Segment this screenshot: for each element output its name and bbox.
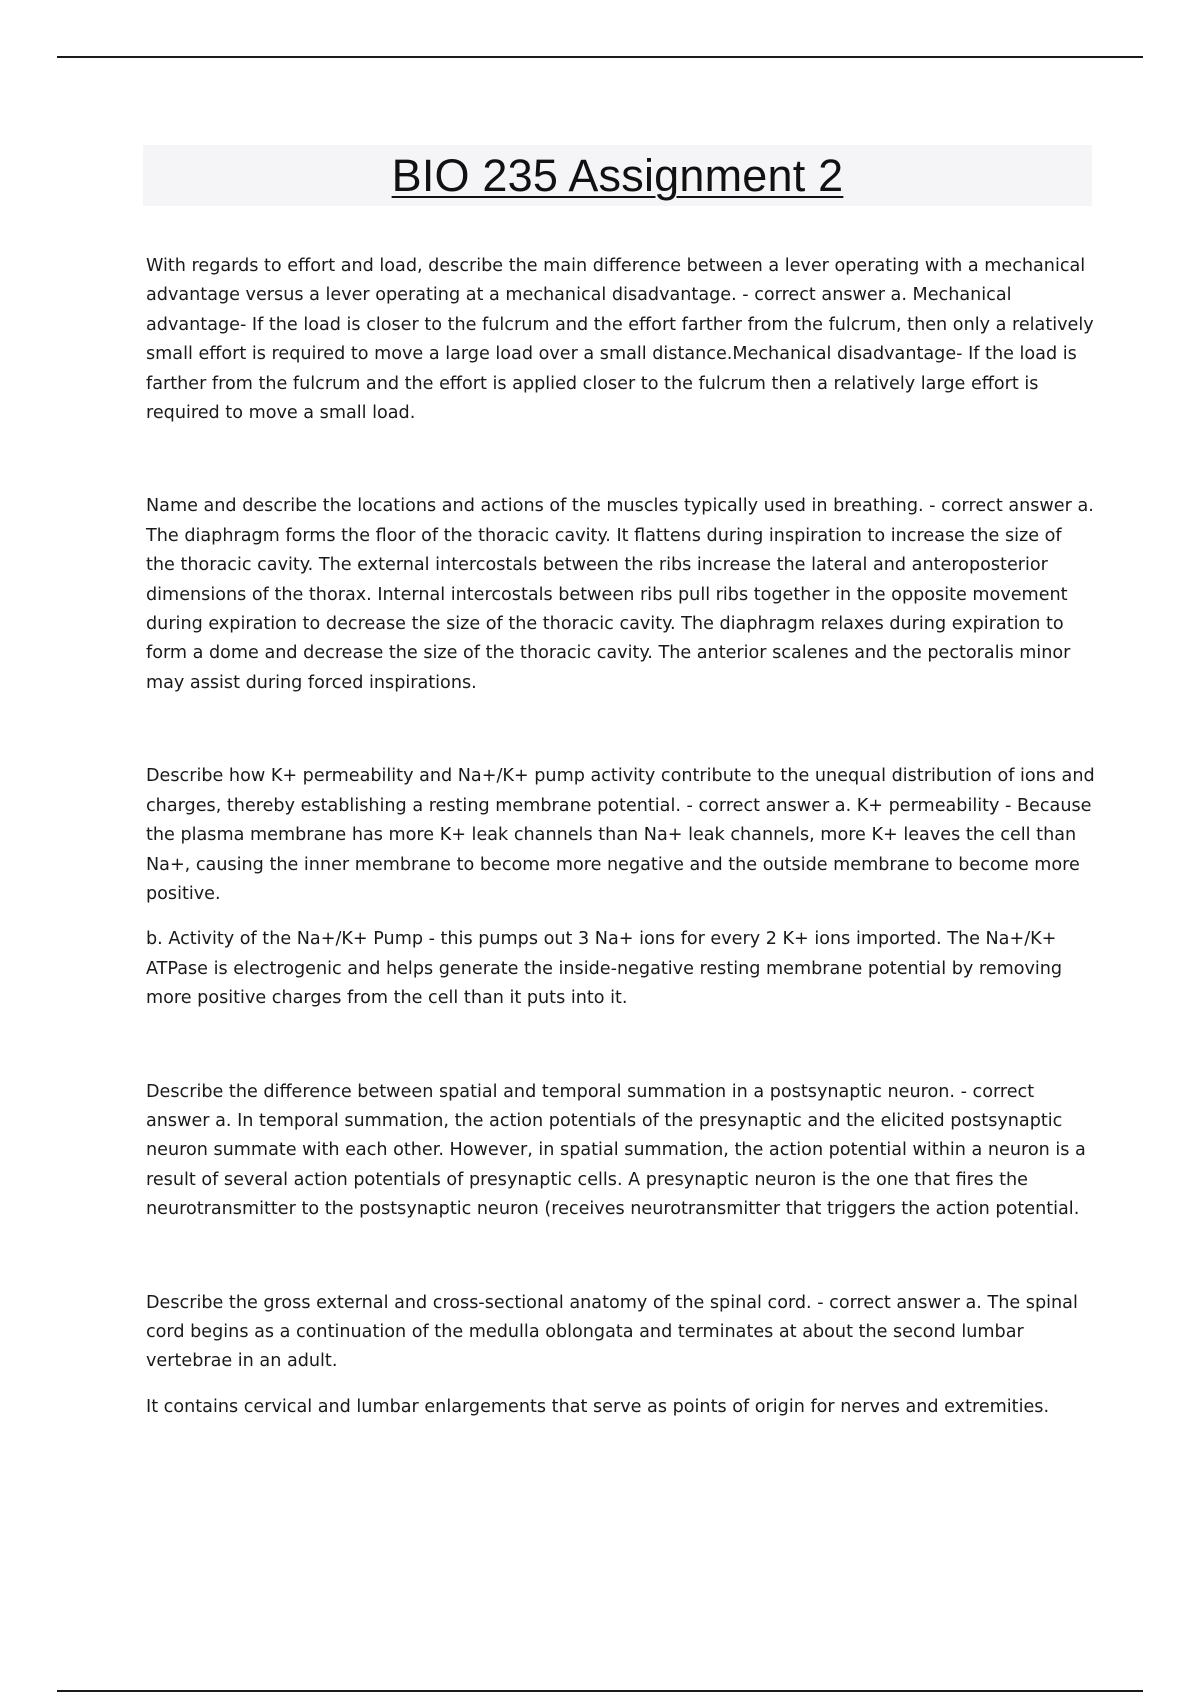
bottom-rule (57, 1690, 1143, 1692)
qa-block-summation (146, 1078, 1096, 1225)
qa-paragraph: Describe the difference between spatial and temporal summation in a postsynaptic neuron. - correct answer a. In temporal summation, the action potentials of the presynaptic and the elicited postsynaptic neuron summate with each other. However, in spatial summation, the action potential within a neuron is a result of several action potentials of presynaptic cells. A presynaptic neuron is the one that fires the neurotransmitter to the postsynaptic neuron (receives neurotransmitter that triggers the action potential. (146, 1081, 1086, 1220)
page-title: BIO 235 Assignment 2 (391, 150, 844, 201)
qa-paragraph: It contains cervical and lumbar enlargements that serve as points of origin for nerves and extremities. (146, 1396, 1050, 1417)
qa-block-breathing-muscles (146, 492, 1096, 698)
qa-block-lever (146, 252, 1096, 428)
qa-paragraph: Describe the gross external and cross-sectional anatomy of the spinal cord. - correct answer a. The spinal cord begins as a continuation of the medulla oblongata and terminates at about the second lumbar vertebrae in an adult. (146, 1292, 1078, 1372)
document-body (146, 252, 1096, 1422)
qa-block-spinal-cord (146, 1289, 1096, 1423)
qa-paragraph: Describe how K+ permeability and Na+/K+ pump activity contribute to the unequal distribution of ions and charges, thereby establishing a resting membrane potential. - correct answer a. K+ permeability - Because the plasma membrane has more K+ leak channels than Na+ leak channels, more K+ leaves the cell than Na+, causing the inner membrane to become more negative and the outside membrane to become more positive. (146, 766, 1095, 904)
qa-paragraph: With regards to effort and load, describe the main difference between a lever operating with a mechanical advantage versus a lever operating at a mechanical disadvantage. - correct answer a. Mechanical advantage- If the load is closer to the fulcrum and the effort farther from the fulcrum, then only a relatively small effort is required to move a large load over a small distance.Mechanical disadvantage- If the load is farther from the fulcrum and the effort is applied closer to the fulcrum then a relatively large effort is required to move a small load. (146, 256, 1094, 424)
qa-paragraph: b. Activity of the Na+/K+ Pump - this pumps out 3 Na+ ions for every 2 K+ ions imported. The Na+/K+ ATPase is electrogenic and helps generate the inside-negative resting membrane potential by removing more positive charges from the cell than it puts into it. (146, 929, 1063, 1009)
top-rule (57, 56, 1143, 58)
qa-paragraph: Name and describe the locations and actions of the muscles typically used in breathing. - correct answer a. The diaphragm forms the floor of the thoracic cavity. It flattens during inspiration to increase the size of the thoracic cavity. The external intercostals between the ribs increase the lateral and anteroposterior dimensions of the thorax. Internal intercostals between ribs pull ribs together in the opposite movement during expiration to decrease the size of the thoracic cavity. The diaphragm relaxes during expiration to form a dome and decrease the size of the thoracic cavity. The anterior scalenes and the pectoralis minor may assist during forced inspirations. (146, 496, 1094, 693)
qa-block-resting-membrane-potential (146, 762, 1096, 1013)
title-banner (143, 145, 1092, 206)
